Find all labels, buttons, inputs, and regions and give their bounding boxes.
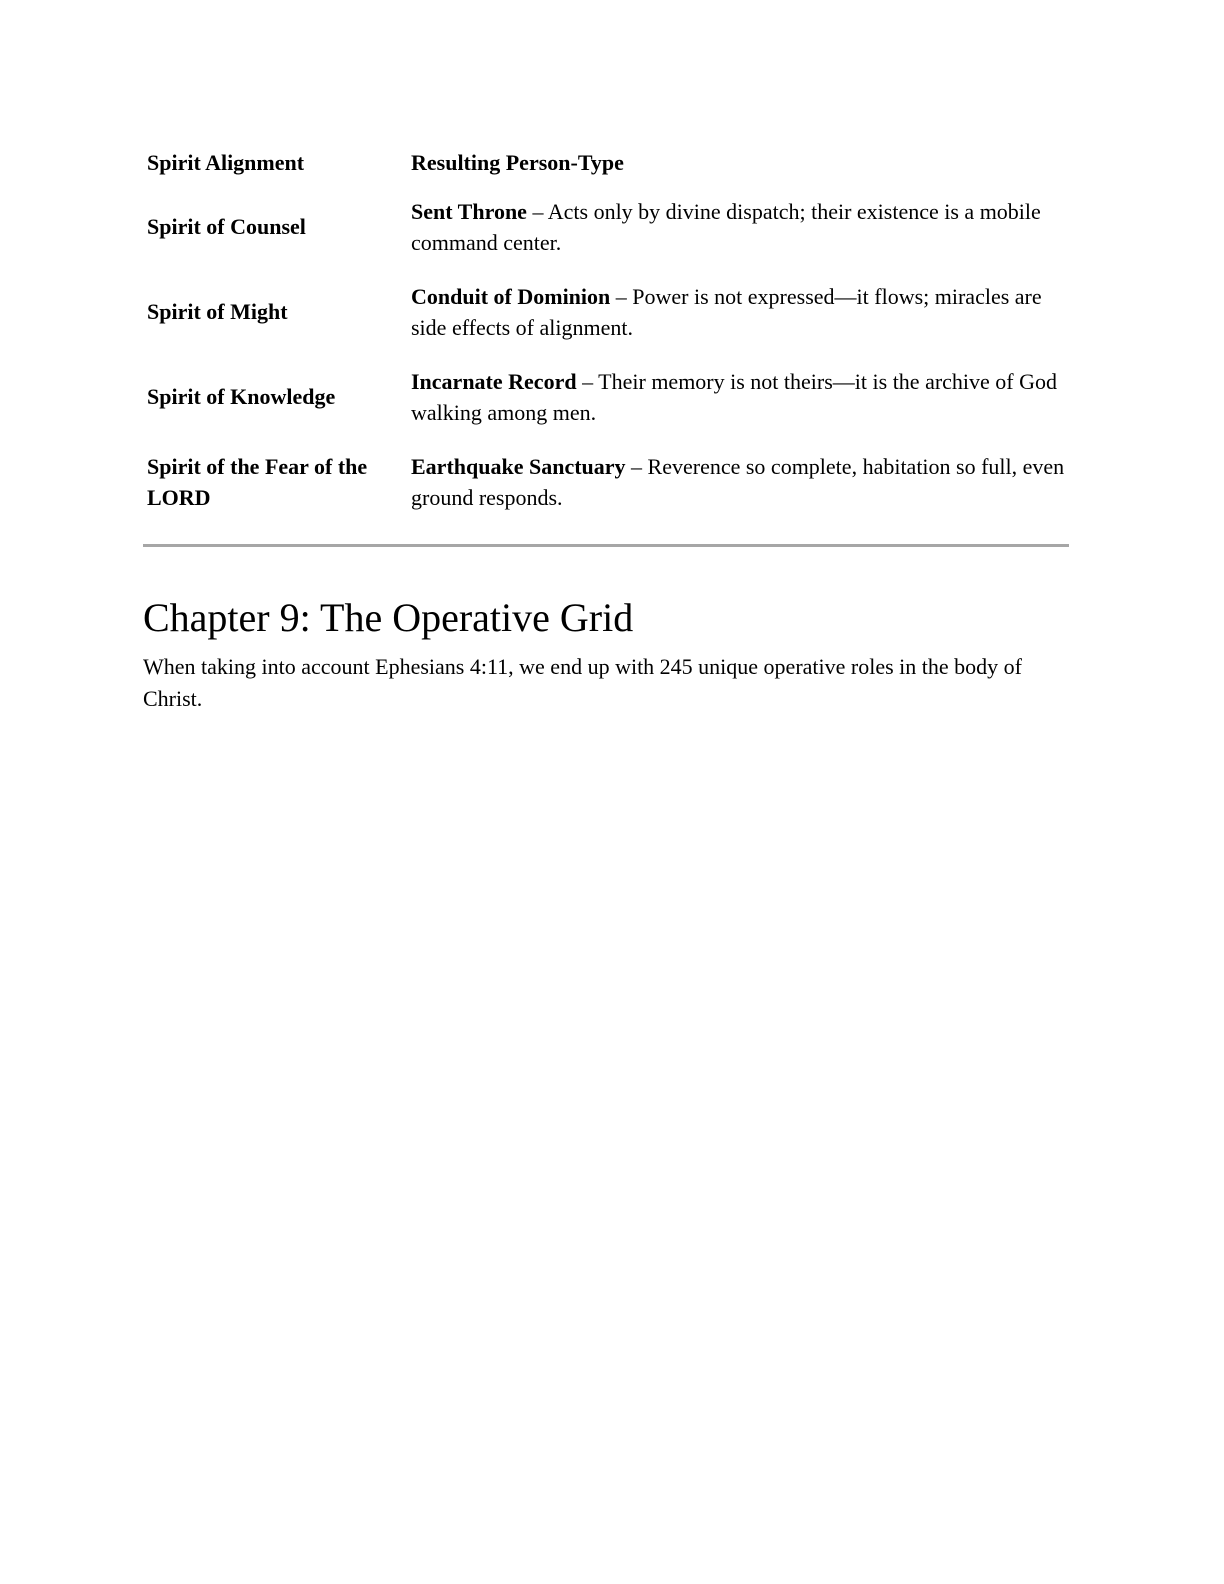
alignment-cell: Spirit of Might	[147, 299, 288, 324]
alignment-cell: Spirit of the Fear of the LORD	[147, 453, 368, 510]
header-spirit-alignment: Spirit Alignment	[147, 149, 305, 175]
person-type-description: – Their memory is not theirs—it is the archive of God walking among men.	[411, 368, 1058, 425]
chapter-paragraph: When taking into account Ephesians 4:11, we end up with 245 unique operative roles in the body of Christ.	[143, 654, 1022, 711]
table-header-row	[143, 140, 1069, 184]
person-type-term: Sent Throne	[411, 198, 527, 224]
person-type-term: Earthquake Sanctuary	[411, 453, 626, 479]
table-row	[143, 184, 1069, 269]
person-type-term: Conduit of Dominion	[411, 283, 611, 309]
person-type-description: – Reverence so complete, habitation so full, even ground responds.	[411, 453, 1065, 510]
document-page	[143, 140, 1069, 715]
alignment-cell: Spirit of Knowledge	[147, 384, 336, 409]
person-type-description: – Acts only by divine dispatch; their existence is a mobile command center.	[411, 198, 1041, 255]
table-row	[143, 439, 1069, 524]
table-row	[143, 269, 1069, 354]
horizontal-divider	[143, 544, 1069, 547]
person-type-cell	[411, 184, 1069, 269]
table-row	[143, 354, 1069, 439]
chapter-heading: Chapter 9: The Operative Grid	[143, 595, 634, 640]
person-type-cell	[411, 354, 1069, 439]
spirit-alignment-table	[143, 140, 1069, 524]
person-type-description: – Power is not expressed—it flows; miracles are side effects of alignment.	[411, 283, 1042, 340]
header-resulting-person-type: Resulting Person-Type	[411, 149, 624, 175]
person-type-cell	[411, 439, 1069, 524]
person-type-term: Incarnate Record	[411, 368, 577, 394]
person-type-cell	[411, 269, 1069, 354]
alignment-cell: Spirit of Counsel	[147, 214, 306, 239]
